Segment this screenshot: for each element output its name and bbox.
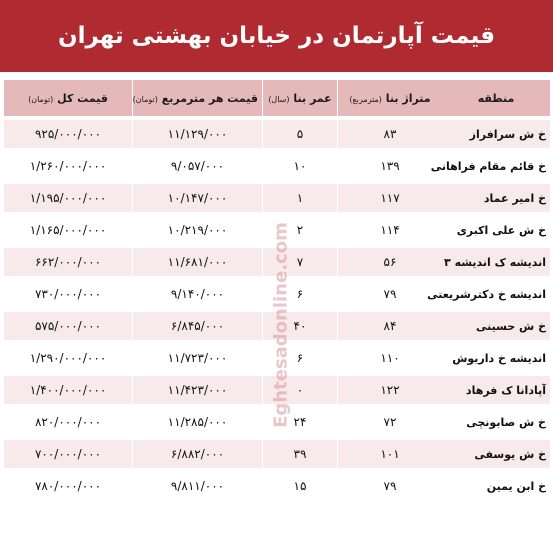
cell-region: اندیشه خ دکترشریعتی: [442, 280, 550, 308]
cell-total-price: ۱/۱۹۵/۰۰۰/۰۰۰: [3, 184, 132, 212]
cell-price-per-sqm: ۶/۸۸۲/۰۰۰: [132, 440, 262, 468]
cell-age: ۵: [262, 120, 337, 148]
cell-region: خ ش علی اکبری: [442, 216, 550, 244]
header-region: منطقه: [442, 80, 550, 116]
cell-age: ۱: [262, 184, 337, 212]
cell-price-per-sqm: ۱۱/۱۲۹/۰۰۰: [132, 120, 262, 148]
cell-price-per-sqm: ۱۱/۴۲۳/۰۰۰: [132, 376, 262, 404]
header-age: عمر بنا (سال): [262, 80, 337, 116]
cell-age: ۶: [262, 280, 337, 308]
page-title: قیمت آپارتمان در خیابان بهشتی تهران: [57, 23, 496, 49]
cell-price-per-sqm: ۶/۸۴۵/۰۰۰: [132, 312, 262, 340]
cell-age: ۲۴: [262, 408, 337, 436]
cell-age: ۶: [262, 344, 337, 372]
cell-price-per-sqm: ۱۱/۷۲۳/۰۰۰: [132, 344, 262, 372]
cell-price-per-sqm: ۹/۸۱۱/۰۰۰: [132, 472, 262, 500]
header-area: متراژ بنا (مترمربع): [337, 80, 442, 116]
cell-area: ۱۲۲: [337, 376, 442, 404]
cell-price-per-sqm: ۹/۰۵۷/۰۰۰: [132, 152, 262, 180]
cell-age: ۰: [262, 376, 337, 404]
cell-region: خ ش یوسفی: [442, 440, 550, 468]
cell-price-per-sqm: ۱۱/۶۸۱/۰۰۰: [132, 248, 262, 276]
cell-total-price: ۷۳۰/۰۰۰/۰۰۰: [3, 280, 132, 308]
cell-total-price: ۹۲۵/۰۰۰/۰۰۰: [3, 120, 132, 148]
cell-area: ۱۳۹: [337, 152, 442, 180]
cell-region: خ قائم مقام فراهانی: [442, 152, 550, 180]
cell-region: خ ش سرافراز: [442, 120, 550, 148]
cell-age: ۳۹: [262, 440, 337, 468]
cell-total-price: ۱/۲۹۰/۰۰۰/۰۰۰: [3, 344, 132, 372]
cell-total-price: ۷۸۰/۰۰۰/۰۰۰: [3, 472, 132, 500]
header-total-price: قیمت کل (تومان): [3, 80, 132, 116]
cell-area: ۸۴: [337, 312, 442, 340]
cell-region: خ ش صابونچی: [442, 408, 550, 436]
cell-price-per-sqm: ۱۰/۲۱۹/۰۰۰: [132, 216, 262, 244]
header-row: [3, 80, 550, 116]
cell-age: ۴۰: [262, 312, 337, 340]
cell-area: ۷۹: [337, 280, 442, 308]
cell-area: ۸۳: [337, 120, 442, 148]
cell-age: ۱۰: [262, 152, 337, 180]
cell-area: ۱۰۱: [337, 440, 442, 468]
watermark: [268, 160, 294, 490]
watermark-text: Eghtesadonline.com: [270, 222, 292, 428]
cell-price-per-sqm: ۹/۱۴۰/۰۰۰: [132, 280, 262, 308]
cell-region: اندیشه خ داریوش: [442, 344, 550, 372]
cell-total-price: ۱/۲۶۰/۰۰۰/۰۰۰: [3, 152, 132, 180]
cell-total-price: ۸۲۰/۰۰۰/۰۰۰: [3, 408, 132, 436]
header-price-per-sqm: قیمت هر مترمربع (تومان): [132, 80, 262, 116]
cell-area: ۱۱۰: [337, 344, 442, 372]
cell-age: ۲: [262, 216, 337, 244]
cell-area: ۱۱۷: [337, 184, 442, 212]
cell-total-price: ۵۷۵/۰۰۰/۰۰۰: [3, 312, 132, 340]
title-banner: [0, 0, 553, 72]
cell-area: ۱۱۴: [337, 216, 442, 244]
cell-total-price: ۱/۱۶۵/۰۰۰/۰۰۰: [3, 216, 132, 244]
cell-area: ۷۹: [337, 472, 442, 500]
cell-region: خ ابن یمین: [442, 472, 550, 500]
cell-region: خ امیر عماد: [442, 184, 550, 212]
cell-region: اندیشه ک اندیشه ۳: [442, 248, 550, 276]
cell-area: ۵۶: [337, 248, 442, 276]
cell-age: ۱۵: [262, 472, 337, 500]
cell-region: خ ش حسینی: [442, 312, 550, 340]
cell-area: ۷۲: [337, 408, 442, 436]
cell-total-price: ۷۰۰/۰۰۰/۰۰۰: [3, 440, 132, 468]
cell-price-per-sqm: ۱۱/۲۸۵/۰۰۰: [132, 408, 262, 436]
cell-price-per-sqm: ۱۰/۱۴۷/۰۰۰: [132, 184, 262, 212]
cell-age: ۷: [262, 248, 337, 276]
table-row: [3, 120, 550, 148]
cell-total-price: ۱/۴۰۰/۰۰۰/۰۰۰: [3, 376, 132, 404]
cell-total-price: ۶۶۲/۰۰۰/۰۰۰: [3, 248, 132, 276]
cell-region: آپادانا ک فرهاد: [442, 376, 550, 404]
